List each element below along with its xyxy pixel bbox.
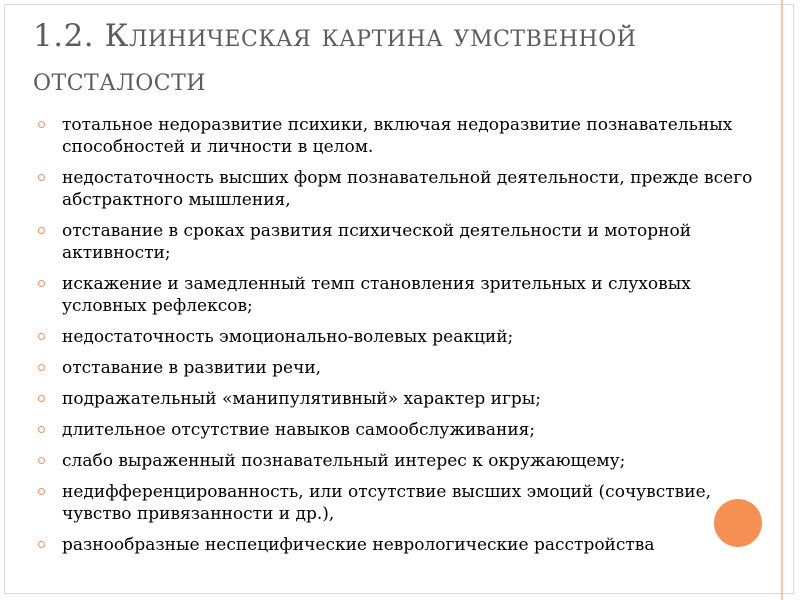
list-item [36, 450, 761, 472]
slide-title [33, 14, 733, 102]
list-item-text: подражательный «манипулятивный» характер игры; [62, 389, 542, 409]
circle-bullet-icon [38, 426, 45, 433]
list-item-text: длительное отсутствие навыков самообслуживания; [62, 420, 536, 440]
list-item [36, 481, 761, 525]
list-item [36, 388, 761, 410]
list-item [36, 167, 761, 211]
circle-bullet-icon [38, 541, 45, 548]
slide-title-line-2: отсталости [33, 62, 206, 98]
list-item-text: тотальное недоразвитие психики, включая недоразвитие познавательных способностей и личности в целом. [62, 115, 733, 157]
list-item [36, 326, 761, 348]
list-item [36, 273, 761, 317]
list-item [36, 419, 761, 441]
circle-bullet-icon [38, 395, 45, 402]
circle-bullet-icon [38, 488, 45, 495]
slide-title-line-1: 1.2. Клиническая картина умственной [33, 18, 637, 54]
circle-bullet-icon [38, 121, 45, 128]
circle-bullet-icon [38, 280, 45, 287]
list-item-text: отставание в развитии речи, [62, 358, 322, 378]
circle-bullet-icon [38, 333, 45, 340]
list-item [36, 220, 761, 264]
side-accent-line [781, 0, 783, 600]
list-item-text: недостаточность высших форм познавательной деятельности, прежде всего абстрактного мышления, [62, 168, 753, 210]
list-item-text: искажение и замедленный темп становления зрительных и слуховых условных рефлексов; [62, 274, 691, 316]
decorative-circle [714, 499, 762, 547]
list-item-text: отставание в сроках развития психической деятельности и моторной активности; [62, 221, 692, 263]
circle-bullet-icon [38, 457, 45, 464]
list-item [36, 534, 761, 556]
circle-bullet-icon [38, 364, 45, 371]
list-item-text: недостаточность эмоционально-волевых реакций; [62, 327, 514, 347]
circle-bullet-icon [38, 227, 45, 234]
list-item [36, 114, 761, 158]
list-item-text: недифференцированность, или отсутствие высших эмоций (сочувствие, чувство привязанности и др.), [62, 482, 712, 524]
list-item-text: разнообразные неспецифические неврологические расстройства [62, 535, 655, 555]
list-item [36, 357, 761, 379]
circle-bullet-icon [38, 174, 45, 181]
list-item-text: слабо выраженный познавательный интерес к окружающему; [62, 451, 626, 471]
bullet-list [36, 114, 761, 565]
